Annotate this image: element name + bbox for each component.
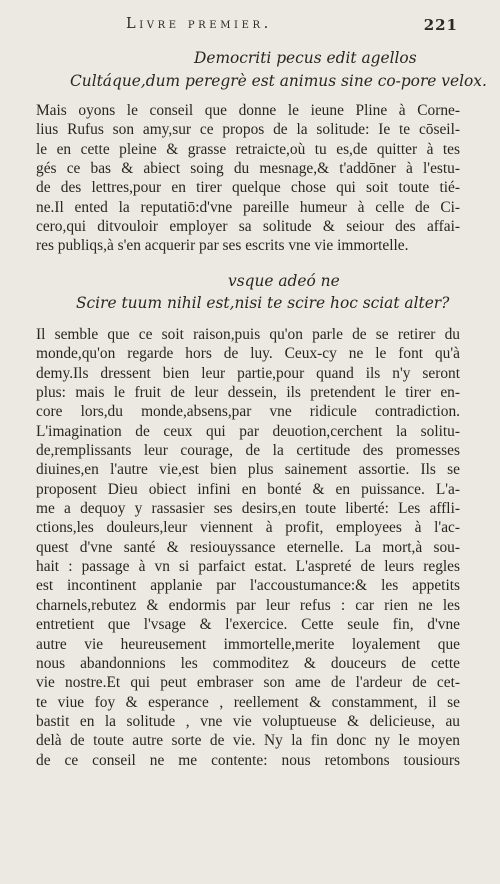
text-line: cero,qui ditvouloir employer sa solitude & seiour des affai- [36,218,460,236]
text-line: diuines,en l'autre vie,est bien plus sainement assortie. Ils se [36,461,460,479]
text-line: gés ce bas & abiect soing du mesnage,& t'addōner à l'estu- [36,160,460,178]
text-line: delà de toute autre sorte de vie. Ny la fin donc ny le moyen [36,732,460,750]
text-line: core lors,du monde,absens,par vne ridicule contradiction. [36,403,460,421]
text-line: ne.Il ented la reputatiō:d'vne pareille humeur à celle de Ci- [36,198,460,216]
text-line: ctions,les douleurs,leur viennent à profit, employees à l'ac- [36,519,460,537]
text-line: plus: mais le fruit de leur dessein, ils pretendent le tirer en- [36,384,460,402]
text-line: me a dequoy y rassasier ses desirs,en toute liberté: Les affli- [36,500,460,518]
text-line: monde,qu'on regarde hors de luy. Ceux-cy ne le font qu'à [36,345,460,363]
text-line: lius Rufus son amy,sur ce propos de la solitude: Ie te cōseil- [36,121,460,139]
text-line: est incontinent applanie par l'accoustumance:& les appetits [36,577,460,595]
text-line: Mais oyons le conseil que donne le ieune Pline à Corne- [36,102,460,119]
text-line: nous abandonnions les commoditez & douceurs de cette [36,654,460,672]
page-number: 221 [423,16,458,34]
text-line: de ce conseil ne me contente: nous retombons tousiours [36,751,460,769]
text-line: te viue foy & esperance , reellement & constamment, il se [36,693,460,711]
text-line: proposent Dieu obiect infini en bonté & en puissance. L'a- [36,480,460,498]
verse-line: Democriti pecus edit agellos [194,49,417,67]
paragraph-1 [36,101,460,256]
text-line: entretient que l'vsage & l'exercice. Cette seule fin, d'vne [36,616,460,634]
text-line: de,remplissants leur courage, de la certitude des promesses [36,442,460,460]
text-line: de des lettres,pour en tirer quelque chose qui soit toute tié- [36,179,460,197]
paragraph-2 [36,325,460,770]
running-title: Livre premier. [126,16,272,32]
text-line: L'imagination de ceux qui par deuotion,cerchent la solitu- [36,422,460,440]
text-line: Il semble que ce soit raison,puis qu'on parle de se retirer du [36,326,460,343]
text-line: quest d'vne santé & resiouyssance eternelle. La mort,à sou- [36,538,460,556]
text-line: res publiqs,à s'en acquerir par ses escrits vne vie immortelle. [36,237,409,255]
text-line: vie nostre.Et qui peut embraser son ame de l'ardeur de cet- [36,674,460,692]
text-line: hait : passage à vn si parfaict estat. L'aspreté de leurs regles [36,558,460,576]
verse-line: Cultáque,dum peregrè est animus sine co-pore velox. [70,72,487,90]
text-line: le en cette pleine & grasse retraicte,où tu es,de quitter à tes [36,140,460,158]
verse-line: vsque adeó ne [228,272,340,290]
text-line: charnels,rebutez & endormis par leur refus : car rien ne les [36,596,460,614]
verse-line: Scire tuum nihil est,nisi te scire hoc sciat alter? [76,294,450,312]
text-line: bastit en la solitude , vne vie voluptueuse & delicieuse, au [36,712,460,730]
text-line: autre vie heureusement immortelle,merite loyalement que [36,635,460,653]
text-line: demy.Ils dressent bien leur partie,pour quand ils n'y seront [36,364,460,382]
